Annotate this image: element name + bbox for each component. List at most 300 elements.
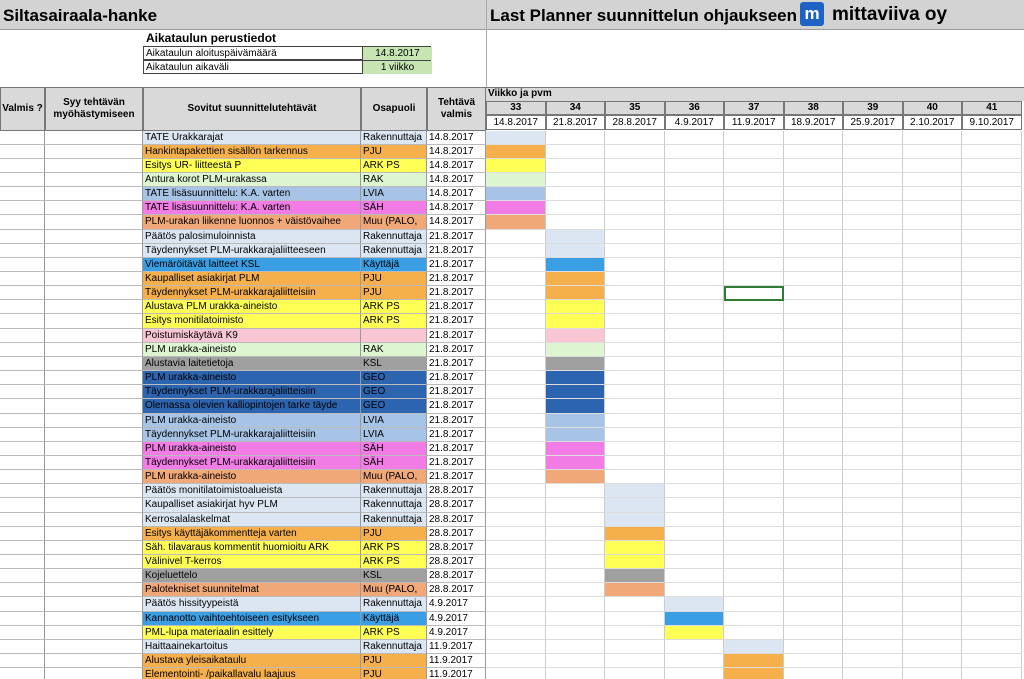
schedule-cell[interactable] — [605, 527, 665, 541]
schedule-cell[interactable] — [724, 569, 784, 583]
schedule-cell[interactable] — [665, 428, 725, 442]
schedule-cell[interactable] — [843, 527, 903, 541]
schedule-cell[interactable] — [486, 484, 546, 498]
due-cell[interactable]: 21.8.2017 — [427, 314, 486, 328]
week-date[interactable]: 25.9.2017 — [843, 115, 903, 130]
schedule-cell[interactable] — [605, 343, 665, 357]
schedule-cell[interactable] — [843, 612, 903, 626]
valmis-cell[interactable] — [0, 173, 45, 187]
party-cell[interactable]: PJU — [361, 145, 427, 159]
schedule-cell[interactable] — [546, 668, 606, 679]
schedule-cell[interactable] — [784, 484, 844, 498]
schedule-cell[interactable] — [486, 385, 546, 399]
reason-cell[interactable] — [45, 654, 143, 668]
due-cell[interactable]: 28.8.2017 — [427, 527, 486, 541]
schedule-cell[interactable] — [962, 385, 1022, 399]
schedule-cell[interactable] — [784, 329, 844, 343]
due-cell[interactable]: 4.9.2017 — [427, 626, 486, 640]
schedule-cell[interactable] — [486, 597, 546, 611]
party-cell[interactable]: ARK PS — [361, 300, 427, 314]
schedule-cell[interactable] — [784, 385, 844, 399]
schedule-cell[interactable] — [962, 541, 1022, 555]
schedule-cell[interactable] — [962, 131, 1022, 145]
schedule-cell[interactable] — [784, 244, 844, 258]
schedule-cell[interactable] — [605, 131, 665, 145]
schedule-cell[interactable] — [546, 343, 606, 357]
schedule-cell[interactable] — [962, 612, 1022, 626]
week-number[interactable]: 38 — [784, 101, 844, 115]
valmis-cell[interactable] — [0, 343, 45, 357]
col-header-due[interactable]: Tehtävä valmis — [427, 87, 486, 131]
task-cell[interactable]: Välinivel T-kerros — [143, 555, 361, 569]
schedule-cell[interactable] — [962, 286, 1022, 300]
schedule-cell[interactable] — [665, 258, 725, 272]
schedule-cell[interactable] — [962, 399, 1022, 413]
schedule-cell[interactable] — [962, 513, 1022, 527]
schedule-cell[interactable] — [962, 300, 1022, 314]
schedule-cell[interactable] — [665, 513, 725, 527]
reason-cell[interactable] — [45, 187, 143, 201]
task-cell[interactable]: PLM urakka-aineisto — [143, 470, 361, 484]
schedule-cell[interactable] — [486, 541, 546, 555]
reason-cell[interactable] — [45, 385, 143, 399]
schedule-cell[interactable] — [724, 230, 784, 244]
task-cell[interactable]: PLM urakka-aineisto — [143, 414, 361, 428]
schedule-cell[interactable] — [605, 569, 665, 583]
schedule-cell[interactable] — [724, 513, 784, 527]
schedule-cell[interactable] — [724, 583, 784, 597]
valmis-cell[interactable] — [0, 612, 45, 626]
schedule-cell[interactable] — [665, 300, 725, 314]
schedule-cell[interactable] — [784, 230, 844, 244]
schedule-cell[interactable] — [962, 244, 1022, 258]
schedule-cell[interactable] — [903, 555, 963, 569]
schedule-cell[interactable] — [605, 258, 665, 272]
schedule-cell[interactable] — [784, 626, 844, 640]
schedule-cell[interactable] — [784, 414, 844, 428]
schedule-cell[interactable] — [784, 300, 844, 314]
schedule-cell[interactable] — [665, 385, 725, 399]
schedule-cell[interactable] — [486, 145, 546, 159]
schedule-cell[interactable] — [605, 215, 665, 229]
schedule-cell[interactable] — [724, 357, 784, 371]
schedule-cell[interactable] — [486, 442, 546, 456]
task-cell[interactable]: Esitys UR- liitteestä P — [143, 159, 361, 173]
task-cell[interactable]: Täydennykset PLM-urakkarajaliitteisiin — [143, 385, 361, 399]
schedule-cell[interactable] — [605, 414, 665, 428]
week-number[interactable]: 34 — [546, 101, 606, 115]
schedule-cell[interactable] — [605, 428, 665, 442]
valmis-cell[interactable] — [0, 484, 45, 498]
task-cell[interactable]: PLM urakka-aineisto — [143, 442, 361, 456]
schedule-cell[interactable] — [546, 527, 606, 541]
schedule-cell[interactable] — [724, 626, 784, 640]
schedule-cell[interactable] — [784, 272, 844, 286]
schedule-cell[interactable] — [784, 187, 844, 201]
schedule-cell[interactable] — [486, 555, 546, 569]
party-cell[interactable]: GEO — [361, 399, 427, 413]
schedule-cell[interactable] — [546, 626, 606, 640]
party-cell[interactable]: KSL — [361, 569, 427, 583]
due-cell[interactable]: 21.8.2017 — [427, 230, 486, 244]
schedule-cell[interactable] — [903, 286, 963, 300]
schedule-cell[interactable] — [546, 498, 606, 512]
valmis-cell[interactable] — [0, 498, 45, 512]
schedule-cell[interactable] — [843, 131, 903, 145]
party-cell[interactable]: LVIA — [361, 414, 427, 428]
reason-cell[interactable] — [45, 541, 143, 555]
task-cell[interactable]: Kaupalliset asiakirjat hyv PLM — [143, 498, 361, 512]
schedule-cell[interactable] — [605, 159, 665, 173]
schedule-cell[interactable] — [546, 314, 606, 328]
schedule-cell[interactable] — [724, 442, 784, 456]
schedule-cell[interactable] — [546, 555, 606, 569]
task-cell[interactable]: PLM-urakan liikenne luonnos + väistövaihee — [143, 215, 361, 229]
task-cell[interactable]: Antura korot PLM-urakassa — [143, 173, 361, 187]
schedule-cell[interactable] — [486, 343, 546, 357]
schedule-cell[interactable] — [843, 513, 903, 527]
schedule-cell[interactable] — [962, 357, 1022, 371]
reason-cell[interactable] — [45, 201, 143, 215]
schedule-cell[interactable] — [605, 244, 665, 258]
schedule-cell[interactable] — [784, 428, 844, 442]
schedule-cell[interactable] — [486, 414, 546, 428]
reason-cell[interactable] — [45, 470, 143, 484]
schedule-cell[interactable] — [486, 201, 546, 215]
schedule-cell[interactable] — [724, 654, 784, 668]
reason-cell[interactable] — [45, 159, 143, 173]
valmis-cell[interactable] — [0, 314, 45, 328]
schedule-cell[interactable] — [486, 654, 546, 668]
info-interval-value[interactable]: 1 viikko — [362, 61, 432, 74]
schedule-cell[interactable] — [724, 456, 784, 470]
schedule-cell[interactable] — [843, 258, 903, 272]
schedule-cell[interactable] — [486, 456, 546, 470]
schedule-cell[interactable] — [665, 244, 725, 258]
schedule-cell[interactable] — [843, 173, 903, 187]
schedule-cell[interactable] — [784, 201, 844, 215]
party-cell[interactable]: LVIA — [361, 428, 427, 442]
schedule-cell[interactable] — [843, 371, 903, 385]
schedule-cell[interactable] — [962, 173, 1022, 187]
schedule-cell[interactable] — [665, 357, 725, 371]
schedule-cell[interactable] — [962, 668, 1022, 679]
valmis-cell[interactable] — [0, 159, 45, 173]
info-start-row[interactable] — [143, 46, 431, 60]
schedule-cell[interactable] — [605, 286, 665, 300]
reason-cell[interactable] — [45, 230, 143, 244]
schedule-cell[interactable] — [962, 555, 1022, 569]
schedule-cell[interactable] — [665, 626, 725, 640]
schedule-cell[interactable] — [724, 329, 784, 343]
schedule-cell[interactable] — [724, 244, 784, 258]
party-cell[interactable]: SÄH — [361, 442, 427, 456]
schedule-cell[interactable] — [665, 442, 725, 456]
schedule-cell[interactable] — [486, 583, 546, 597]
week-date[interactable]: 21.8.2017 — [546, 115, 606, 130]
due-cell[interactable]: 21.8.2017 — [427, 244, 486, 258]
task-cell[interactable]: Elementointi- /paikallavalu laajuus — [143, 668, 361, 679]
schedule-cell[interactable] — [546, 640, 606, 654]
schedule-cell[interactable] — [843, 583, 903, 597]
schedule-cell[interactable] — [546, 541, 606, 555]
schedule-cell[interactable] — [724, 640, 784, 654]
schedule-cell[interactable] — [605, 470, 665, 484]
schedule-cell[interactable] — [665, 612, 725, 626]
valmis-cell[interactable] — [0, 131, 45, 145]
schedule-cell[interactable] — [486, 527, 546, 541]
due-cell[interactable]: 14.8.2017 — [427, 201, 486, 215]
schedule-cell[interactable] — [962, 640, 1022, 654]
schedule-cell[interactable] — [546, 442, 606, 456]
schedule-cell[interactable] — [903, 159, 963, 173]
schedule-cell[interactable] — [486, 498, 546, 512]
schedule-cell[interactable] — [605, 329, 665, 343]
schedule-cell[interactable] — [665, 131, 725, 145]
party-cell[interactable]: Muu (PALO, — [361, 215, 427, 229]
schedule-cell[interactable] — [665, 470, 725, 484]
schedule-cell[interactable] — [843, 456, 903, 470]
party-cell[interactable]: RAK — [361, 343, 427, 357]
schedule-cell[interactable] — [724, 201, 784, 215]
schedule-cell[interactable] — [486, 569, 546, 583]
schedule-cell[interactable] — [665, 484, 725, 498]
schedule-cell[interactable] — [903, 357, 963, 371]
schedule-cell[interactable] — [605, 357, 665, 371]
party-cell[interactable]: Rakennuttaja — [361, 131, 427, 145]
schedule-cell[interactable] — [903, 371, 963, 385]
party-cell[interactable]: Rakennuttaja — [361, 498, 427, 512]
schedule-cell[interactable] — [665, 456, 725, 470]
schedule-cell[interactable] — [962, 428, 1022, 442]
party-cell[interactable]: ARK PS — [361, 541, 427, 555]
week-date[interactable]: 14.8.2017 — [486, 115, 546, 130]
schedule-cell[interactable] — [724, 258, 784, 272]
schedule-cell[interactable] — [665, 597, 725, 611]
week-date[interactable]: 28.8.2017 — [605, 115, 665, 130]
schedule-cell[interactable] — [724, 343, 784, 357]
schedule-cell[interactable] — [665, 201, 725, 215]
schedule-cell[interactable] — [843, 484, 903, 498]
reason-cell[interactable] — [45, 173, 143, 187]
task-cell[interactable]: Kojeluettelo — [143, 569, 361, 583]
schedule-cell[interactable] — [784, 286, 844, 300]
schedule-cell[interactable] — [724, 215, 784, 229]
due-cell[interactable]: 14.8.2017 — [427, 159, 486, 173]
schedule-cell[interactable] — [605, 456, 665, 470]
task-cell[interactable]: TATE lisäsuunnittelu: K.A. varten — [143, 201, 361, 215]
schedule-cell[interactable] — [665, 654, 725, 668]
schedule-cell[interactable] — [665, 498, 725, 512]
valmis-cell[interactable] — [0, 371, 45, 385]
schedule-cell[interactable] — [843, 668, 903, 679]
schedule-cell[interactable] — [784, 597, 844, 611]
valmis-cell[interactable] — [0, 244, 45, 258]
reason-cell[interactable] — [45, 371, 143, 385]
schedule-cell[interactable] — [486, 371, 546, 385]
schedule-cell[interactable] — [962, 484, 1022, 498]
schedule-cell[interactable] — [903, 414, 963, 428]
week-number[interactable]: 35 — [605, 101, 665, 115]
schedule-cell[interactable] — [962, 456, 1022, 470]
schedule-cell[interactable] — [903, 569, 963, 583]
schedule-cell[interactable] — [903, 470, 963, 484]
week-number[interactable]: 41 — [962, 101, 1022, 115]
schedule-cell[interactable] — [486, 286, 546, 300]
party-cell[interactable]: Käyttäjä — [361, 612, 427, 626]
schedule-cell[interactable] — [843, 640, 903, 654]
selected-cell[interactable] — [724, 286, 784, 301]
schedule-cell[interactable] — [784, 314, 844, 328]
schedule-cell[interactable] — [486, 173, 546, 187]
schedule-cell[interactable] — [784, 399, 844, 413]
party-cell[interactable]: PJU — [361, 286, 427, 300]
info-start-value[interactable]: 14.8.2017 — [362, 47, 432, 60]
schedule-cell[interactable] — [546, 583, 606, 597]
task-cell[interactable]: Palotekniset suunnitelmat — [143, 583, 361, 597]
schedule-cell[interactable] — [962, 201, 1022, 215]
task-cell[interactable]: Viemäröitävät laitteet KSL — [143, 258, 361, 272]
schedule-cell[interactable] — [546, 300, 606, 314]
schedule-cell[interactable] — [486, 258, 546, 272]
schedule-cell[interactable] — [724, 612, 784, 626]
schedule-cell[interactable] — [843, 145, 903, 159]
reason-cell[interactable] — [45, 456, 143, 470]
schedule-cell[interactable] — [903, 131, 963, 145]
due-cell[interactable]: 21.8.2017 — [427, 428, 486, 442]
schedule-cell[interactable] — [605, 442, 665, 456]
schedule-cell[interactable] — [903, 654, 963, 668]
valmis-cell[interactable] — [0, 258, 45, 272]
task-cell[interactable]: Täydennykset PLM-urakkarajaliitteeseen — [143, 244, 361, 258]
reason-cell[interactable] — [45, 131, 143, 145]
valmis-cell[interactable] — [0, 513, 45, 527]
valmis-cell[interactable] — [0, 654, 45, 668]
party-cell[interactable]: Rakennuttaja — [361, 484, 427, 498]
schedule-cell[interactable] — [546, 230, 606, 244]
party-cell[interactable]: PJU — [361, 527, 427, 541]
col-header-valmis[interactable]: Valmis ? — [0, 87, 45, 131]
task-cell[interactable]: Säh. tilavaraus kommentit huomioitu ARK — [143, 541, 361, 555]
schedule-cell[interactable] — [784, 173, 844, 187]
schedule-cell[interactable] — [665, 272, 725, 286]
party-cell[interactable]: ARK PS — [361, 555, 427, 569]
task-cell[interactable]: Poistumiskäytävä K9 — [143, 329, 361, 343]
schedule-cell[interactable] — [962, 626, 1022, 640]
valmis-cell[interactable] — [0, 456, 45, 470]
schedule-cell[interactable] — [546, 399, 606, 413]
schedule-cell[interactable] — [903, 399, 963, 413]
party-cell[interactable]: RAK — [361, 173, 427, 187]
reason-cell[interactable] — [45, 428, 143, 442]
task-cell[interactable]: Päätös palosimuloinnista — [143, 230, 361, 244]
schedule-cell[interactable] — [486, 159, 546, 173]
task-cell[interactable]: Kerrosalalaskelmat — [143, 513, 361, 527]
schedule-cell[interactable] — [546, 470, 606, 484]
due-cell[interactable]: 28.8.2017 — [427, 569, 486, 583]
party-cell[interactable]: PJU — [361, 272, 427, 286]
week-date[interactable]: 4.9.2017 — [665, 115, 725, 130]
schedule-cell[interactable] — [903, 215, 963, 229]
reason-cell[interactable] — [45, 498, 143, 512]
schedule-cell[interactable] — [962, 230, 1022, 244]
schedule-cell[interactable] — [843, 314, 903, 328]
party-cell[interactable]: Rakennuttaja — [361, 597, 427, 611]
due-cell[interactable]: 14.8.2017 — [427, 215, 486, 229]
schedule-cell[interactable] — [962, 159, 1022, 173]
schedule-cell[interactable] — [546, 414, 606, 428]
schedule-cell[interactable] — [486, 131, 546, 145]
due-cell[interactable]: 21.8.2017 — [427, 258, 486, 272]
schedule-cell[interactable] — [605, 541, 665, 555]
due-cell[interactable]: 28.8.2017 — [427, 583, 486, 597]
valmis-cell[interactable] — [0, 286, 45, 300]
task-cell[interactable]: Täydennykset PLM-urakkarajaliitteisiin — [143, 286, 361, 300]
due-cell[interactable]: 21.8.2017 — [427, 442, 486, 456]
reason-cell[interactable] — [45, 442, 143, 456]
schedule-cell[interactable] — [546, 258, 606, 272]
valmis-cell[interactable] — [0, 414, 45, 428]
schedule-cell[interactable] — [784, 456, 844, 470]
schedule-cell[interactable] — [665, 215, 725, 229]
week-number[interactable]: 33 — [486, 101, 546, 115]
schedule-cell[interactable] — [903, 484, 963, 498]
schedule-cell[interactable] — [903, 626, 963, 640]
schedule-cell[interactable] — [665, 314, 725, 328]
schedule-cell[interactable] — [843, 541, 903, 555]
due-cell[interactable]: 21.8.2017 — [427, 300, 486, 314]
schedule-cell[interactable] — [843, 626, 903, 640]
party-cell[interactable]: Rakennuttaja — [361, 513, 427, 527]
week-date[interactable]: 2.10.2017 — [903, 115, 963, 130]
due-cell[interactable]: 14.8.2017 — [427, 187, 486, 201]
col-header-task[interactable]: Sovitut suunnittelutehtävät — [143, 87, 361, 131]
schedule-cell[interactable] — [784, 131, 844, 145]
schedule-cell[interactable] — [605, 612, 665, 626]
task-cell[interactable]: TATE Urakkarajat — [143, 131, 361, 145]
schedule-cell[interactable] — [665, 527, 725, 541]
task-cell[interactable]: Päätös monitilatoimistoalueista — [143, 484, 361, 498]
schedule-cell[interactable] — [903, 428, 963, 442]
valmis-cell[interactable] — [0, 272, 45, 286]
schedule-cell[interactable] — [784, 513, 844, 527]
task-cell[interactable]: Haittaainekartoitus — [143, 640, 361, 654]
schedule-cell[interactable] — [605, 498, 665, 512]
col-header-syy[interactable]: Syy tehtävän myöhästymiseen — [45, 87, 143, 131]
task-cell[interactable]: PLM urakka-aineisto — [143, 371, 361, 385]
task-cell[interactable]: Alustava yleisaikataulu — [143, 654, 361, 668]
schedule-cell[interactable] — [665, 159, 725, 173]
party-cell[interactable]: ARK PS — [361, 626, 427, 640]
schedule-cell[interactable] — [784, 569, 844, 583]
party-cell[interactable]: ARK PS — [361, 159, 427, 173]
party-cell[interactable]: PJU — [361, 654, 427, 668]
schedule-cell[interactable] — [903, 173, 963, 187]
schedule-cell[interactable] — [486, 244, 546, 258]
task-cell[interactable]: Olemassa olevien kalliopintojen tarke täyde — [143, 399, 361, 413]
reason-cell[interactable] — [45, 414, 143, 428]
schedule-cell[interactable] — [903, 597, 963, 611]
schedule-cell[interactable] — [605, 583, 665, 597]
task-cell[interactable]: Esitys käyttäjäkommentteja varten — [143, 527, 361, 541]
schedule-cell[interactable] — [546, 513, 606, 527]
schedule-cell[interactable] — [903, 456, 963, 470]
schedule-cell[interactable] — [903, 244, 963, 258]
week-date[interactable]: 9.10.2017 — [962, 115, 1022, 130]
due-cell[interactable]: 21.8.2017 — [427, 272, 486, 286]
valmis-cell[interactable] — [0, 230, 45, 244]
schedule-cell[interactable] — [903, 230, 963, 244]
